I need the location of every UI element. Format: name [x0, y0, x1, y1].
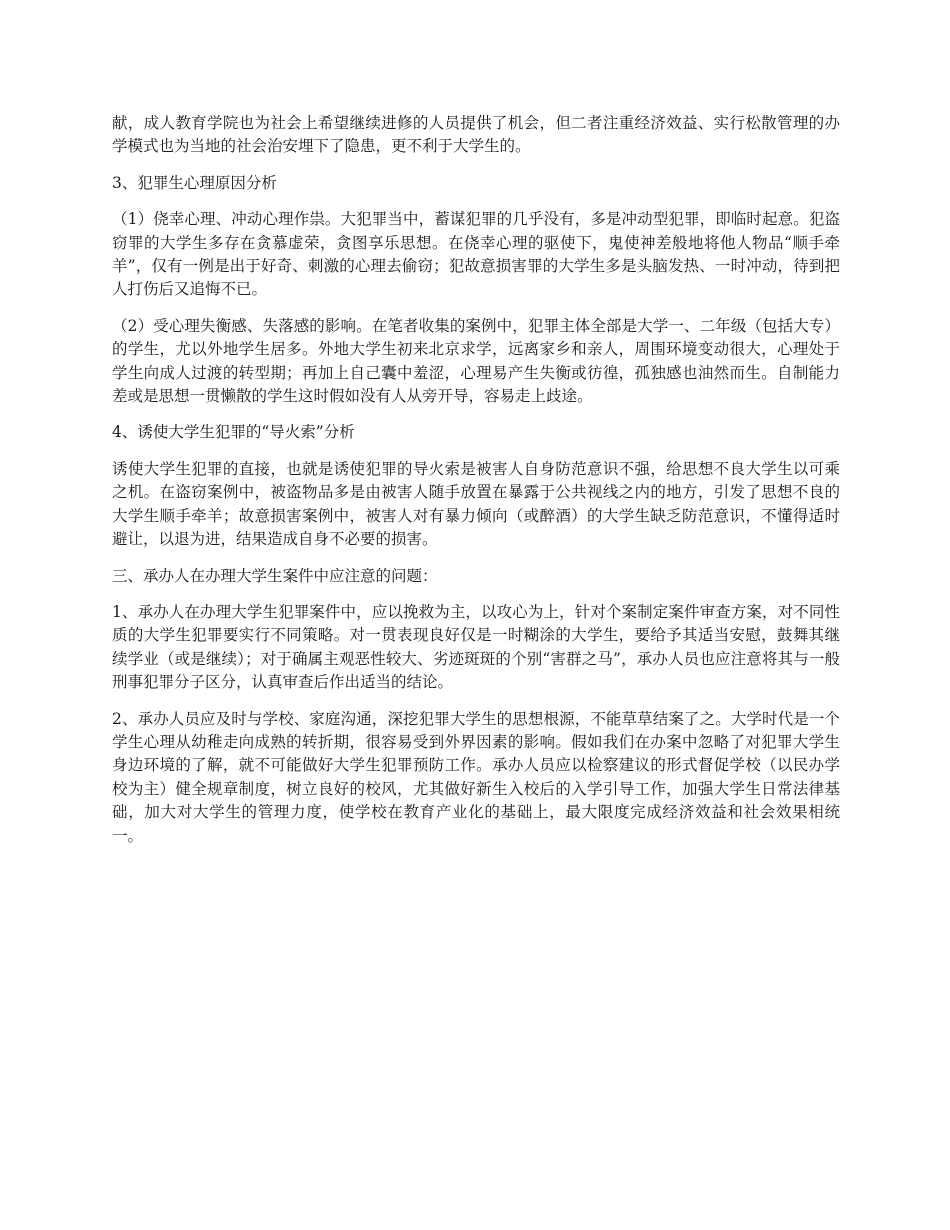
paragraph-handler-rule-1: 1、承办人在办理大学生犯罪案件中，应以挽救为主，以攻心为上，针对个案制定案件审查方案，对不同性质的大学生犯罪要实行不同策略。对一贯表现良好仅是一时糊涂的大学生，要给予其适当安慰，鼓舞其继续学业（或是继续）；对于确属主观恶性较大、劣迹斑斑的个别“害群之马”，承办人员也应注意将其与一般刑事犯罪分子区分，认真审查后作出适当的结论。 — [112, 602, 840, 692]
section-heading-psychology: 3、犯罪生心理原因分析 — [112, 173, 277, 192]
section-heading-handler-issues: 三、承办人在办理大学生案件中应注意的问题： — [112, 566, 438, 585]
paragraph-handler-rule-2: 2、承办人员应及时与学校、家庭沟通，深挖犯罪大学生的思想根源，不能草草结案了之。大学时代是一个学生心理从幼稚走向成熟的转折期，很容易受到外界因素的影响。假如我们在办案中忽略了对犯罪大学生身边环境的了解，就不可能做好大学生犯罪预防工作。承办人员应以检察建议的形式督促学校（以民办学校为主）健全规章制度，树立良好的校风，尤其做好新生入校后的入学引导工作，加强大学生日常法律基础，加大对大学生的管理力度，使学校在教育产业化的基础上，最大限度完成经济效益和社会效果相统一。 — [112, 709, 840, 845]
paragraph-fuse-analysis: 诱使大学生犯罪的直接，也就是诱使犯罪的导火索是被害人自身防范意识不强，给思想不良大学生以可乘之机。在盗窃案例中，被盗物品多是由被害人随手放置在暴露于公共视线之内的地方，引发了思想不良的大学生顺手牵羊；故意损害案例中，被害人对有暴力倾向（或醉酒）的大学生缺乏防范意识，不懂得适时避让，以退为进，结果造成自身不必要的损害。 — [112, 459, 840, 549]
paragraph-continuation: 献，成人教育学院也为社会上希望继续进修的人员提供了机会，但二者注重经济效益、实行松散管理的办学模式也为当地的社会治安埋下了隐患，更不利于大学生的。 — [112, 114, 840, 156]
paragraph-imbalance: （2）受心理失衡感、失落感的影响。在笔者收集的案例中，犯罪主体全部是大学一、二年级（包括大专）的学生，尤以外地学生居多。外地大学生初来北京求学，远离家乡和亲人，周围环境变动很大，心理处于学生向成人过渡的转型期；再加上自己囊中羞涩，心理易产生失衡或彷徨，孤独感也油然而生。自制能力差或是思想一贯懒散的学生这时假如没有人从旁开导，容易走上歧途。 — [112, 316, 840, 406]
section-heading-fuse: 4、诱使大学生犯罪的“导火索”分析 — [112, 423, 355, 442]
paragraph-luck-impulse: （1）侥幸心理、冲动心理作祟。大犯罪当中，蓄谋犯罪的几乎没有，多是冲动型犯罪，即临时起意。犯盗窃罪的大学生多存在贪慕虚荣，贪图享乐思想。在侥幸心理的驱使下，鬼使神差般地将他人物品“顺手牵羊”，仅有一例是出于好奇、刺激的心理去偷窃；犯故意损害罪的大学生多是头脑发热、一时冲动，待到把人打伤后又追悔不已。 — [112, 210, 840, 299]
